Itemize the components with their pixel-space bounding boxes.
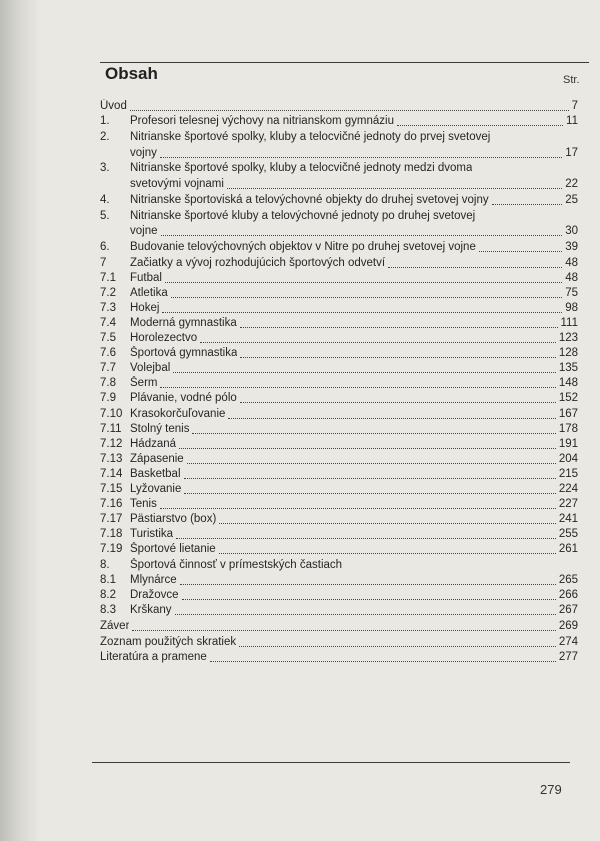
dot-leader <box>180 584 556 585</box>
toc-entry <box>100 208 578 224</box>
toc-entry-title: Nitrianske športové spolky, kluby a telocvičné jednoty medzi dvoma <box>130 162 473 175</box>
toc-entry-number: 7.11 <box>100 422 122 435</box>
dot-leader <box>162 312 562 313</box>
toc-entry-number: 7.14 <box>100 467 123 480</box>
toc-entry-number: 8. <box>100 559 110 572</box>
toc-entry-page: 269 <box>558 620 578 632</box>
toc-entry-title: Futbal <box>130 271 162 284</box>
toc-entry-number: 7.10 <box>100 407 123 420</box>
dot-leader <box>219 553 556 554</box>
dot-leader <box>165 282 562 283</box>
toc-entry <box>100 239 578 255</box>
toc-entry-title: Krškany <box>130 604 172 617</box>
toc-entry-page: 241 <box>558 513 578 526</box>
dot-leader <box>240 327 558 328</box>
dot-leader <box>160 387 555 388</box>
toc-entry-title: Budovanie telovýchovných objektov v Nitre po druhej svetovej vojne <box>130 240 476 253</box>
toc-entry-number: 1. <box>100 115 110 128</box>
toc-entry-title: Mlynárce <box>130 574 177 587</box>
toc-entry-number: 7.4 <box>100 316 116 329</box>
dot-leader <box>479 251 562 252</box>
toc-entry-title: Basketbal <box>130 467 181 480</box>
toc-entry-page: 274 <box>558 635 578 648</box>
toc-entry-number: 7.1 <box>100 271 116 284</box>
toc-entry-title-continued: svetovými vojnami <box>130 178 224 191</box>
toc-entry-page: 30 <box>565 225 578 238</box>
dot-leader <box>179 448 556 449</box>
toc-entry-title: Športové lietanie <box>130 543 216 556</box>
page-number: 279 <box>540 782 562 797</box>
toc-entry-page: 148 <box>558 377 578 390</box>
toc-entry <box>100 286 578 301</box>
toc-entry-title: Hokej <box>130 301 160 314</box>
toc-entry-page: 255 <box>558 528 578 541</box>
dot-leader <box>397 125 563 126</box>
toc-entry-title: Úvod <box>100 99 127 112</box>
toc-entry-title-continued: vojny <box>130 146 157 159</box>
dot-leader <box>176 538 556 539</box>
toc-entry-title: Záver <box>100 620 130 632</box>
toc-entry <box>100 114 578 130</box>
toc-entry-number: 7.3 <box>100 301 116 314</box>
dot-leader <box>130 110 569 111</box>
toc-entry-number: 7.18 <box>100 528 123 541</box>
toc-entry-number: 7.2 <box>100 286 116 299</box>
toc-entry <box>100 406 578 421</box>
toc-entry-page: 261 <box>558 543 578 556</box>
toc-entry <box>100 603 578 618</box>
toc-entry-number: 6. <box>100 240 110 253</box>
toc-entry <box>100 161 578 177</box>
dot-leader <box>219 523 556 524</box>
toc-entry <box>100 301 578 316</box>
toc-entry <box>100 452 578 467</box>
toc-entry <box>100 588 578 603</box>
toc-entry-page: 152 <box>558 392 578 405</box>
toc-entry-title: Nitrianske športové spolky, kluby a telocvičné jednoty do prvej svetovej <box>130 131 491 144</box>
toc-entry <box>100 331 578 346</box>
toc-entry-page: 7 <box>571 99 578 112</box>
toc-entry-title: Začiatky a vývoj rozhodujúcich športových odvetví <box>130 256 386 269</box>
toc-entry-page: 123 <box>558 332 578 345</box>
toc-entry <box>100 391 578 406</box>
toc-entry-title: Lyžovanie <box>130 482 182 495</box>
toc-entry <box>100 437 578 452</box>
toc-entry <box>100 316 578 331</box>
toc-entry-page: 265 <box>558 574 578 587</box>
dot-leader <box>200 342 556 343</box>
dot-leader <box>182 599 556 600</box>
dot-leader <box>210 661 556 662</box>
toc-entry-number: 7.16 <box>100 498 123 511</box>
toc-entry-number: 3. <box>100 162 110 175</box>
toc-entry-number: 7.12 <box>100 437 123 450</box>
toc-entry <box>100 650 578 666</box>
toc-entry-title: Plávanie, vodné pólo <box>130 392 237 405</box>
page-column-label: Str. <box>563 74 580 86</box>
toc-entry-page: 178 <box>558 422 578 435</box>
toc-entry-number: 7.17 <box>100 513 123 526</box>
toc-entry-title: Literatúra a pramene <box>100 651 207 664</box>
toc-entry-title: Športová činnosť v prímestských častiach <box>130 559 343 572</box>
toc-entry-number: 4. <box>100 193 110 206</box>
toc-entry-page: 98 <box>565 301 578 314</box>
dot-leader <box>240 357 555 358</box>
toc-entry-title: Nitrianske športoviská a telovýchovné objekty do druhej svetovej vojny <box>130 193 489 206</box>
toc-entry <box>100 255 578 271</box>
dot-leader <box>388 267 562 268</box>
dot-leader <box>492 204 563 205</box>
toc-entry-title: Moderná gymnastika <box>130 316 237 329</box>
toc-entry <box>100 467 578 482</box>
toc-entry-title: Krasokorčuľovanie <box>130 407 226 420</box>
toc-entry <box>100 542 578 557</box>
dot-leader <box>227 188 562 189</box>
toc-entry-page: 191 <box>558 437 578 450</box>
toc-entry-page: 135 <box>558 362 578 375</box>
toc-entry <box>100 422 578 437</box>
toc-entry-title-continued: vojne <box>130 225 158 238</box>
toc-entry-page: 75 <box>565 286 578 299</box>
dot-leader <box>187 463 556 464</box>
toc-entry-page: 128 <box>558 347 578 360</box>
toc-entry-page: 22 <box>565 178 578 191</box>
toc-entry <box>100 98 578 114</box>
toc-entry-number: 7.9 <box>100 392 116 405</box>
dot-leader <box>175 614 556 615</box>
toc-entry-continuation <box>100 176 578 192</box>
toc-entry-page: 39 <box>565 240 578 253</box>
toc-entry-title: Atletika <box>130 286 168 299</box>
toc-entry <box>100 361 578 376</box>
dot-leader <box>160 157 562 158</box>
toc-entry-title: Profesori telesnej výchovy na nitrianskom gymnáziu <box>130 115 394 128</box>
toc-entry-number: 8.2 <box>100 589 116 602</box>
dot-leader <box>184 478 556 479</box>
toc-entry-number: 8.3 <box>100 604 116 617</box>
page-title: Obsah <box>105 64 158 83</box>
toc-entry <box>100 497 578 512</box>
toc-entry <box>100 192 578 208</box>
toc-entry <box>100 376 578 391</box>
toc-entry-number: 8.1 <box>100 574 116 587</box>
toc-entry-title: Zápasenie <box>130 452 184 465</box>
toc-entry-page: 48 <box>565 271 578 284</box>
toc-entry-page: 215 <box>558 467 578 480</box>
dot-leader <box>240 402 556 403</box>
toc-entry-title: Šerm <box>130 377 158 390</box>
toc-entry <box>100 573 578 588</box>
toc-entry <box>100 129 578 145</box>
toc-entry <box>100 512 578 527</box>
toc-entry-page: 267 <box>558 604 578 617</box>
toc-entry-number: 7.13 <box>100 452 123 465</box>
toc-entry-title: Tenis <box>130 498 157 511</box>
toc-entry-title: Zoznam použitých skratiek <box>100 635 237 648</box>
toc-entry-page: 25 <box>565 193 578 206</box>
dot-leader <box>132 630 555 631</box>
table-of-contents <box>100 98 578 665</box>
toc-entry-title: Pästiarstvo (box) <box>130 513 217 526</box>
toc-entry-number: 7.7 <box>100 362 116 375</box>
toc-entry-title: Hádzaná <box>130 437 177 450</box>
toc-entry-page: 277 <box>558 651 578 664</box>
toc-entry-page: 11 <box>566 115 578 128</box>
dot-leader <box>171 297 562 298</box>
footer-rule <box>92 762 570 763</box>
toc-entry <box>100 527 578 542</box>
toc-entry-number: 7.6 <box>100 347 116 360</box>
toc-entry-title: Športová gymnastika <box>130 347 238 360</box>
toc-entry-page: 266 <box>558 589 578 602</box>
toc-entry <box>100 618 578 634</box>
toc-entry-title: Volejbal <box>130 362 171 375</box>
toc-entry-title: Horolezectvo <box>130 332 198 345</box>
toc-entry <box>100 346 578 361</box>
toc-entry-page: 204 <box>558 452 578 465</box>
toc-entry-number: 7 <box>100 256 107 269</box>
toc-entry-number: 7.8 <box>100 377 116 390</box>
toc-entry <box>100 271 578 286</box>
toc-entry-page: 167 <box>558 407 578 420</box>
toc-entry-page: 227 <box>558 498 578 511</box>
toc-entry-page: 48 <box>565 256 578 269</box>
dot-leader <box>228 418 555 419</box>
toc-entry-continuation <box>100 224 578 240</box>
header-rule <box>100 62 589 63</box>
toc-entry-number: 7.5 <box>100 332 116 345</box>
toc-entry <box>100 482 578 497</box>
toc-entry <box>100 634 578 650</box>
dot-leader <box>160 508 556 509</box>
toc-entry-page: 111 <box>560 316 578 329</box>
toc-entry-number: 5. <box>100 209 110 222</box>
dot-leader <box>173 372 556 373</box>
toc-entry-title: Dražovce <box>130 589 179 602</box>
dot-leader <box>184 493 555 494</box>
toc-entry <box>100 557 578 573</box>
toc-entry-number: 7.15 <box>100 482 123 495</box>
toc-entry-page: 17 <box>565 146 578 159</box>
dot-leader <box>239 646 556 647</box>
dot-leader <box>192 433 555 434</box>
dot-leader <box>161 235 563 236</box>
toc-entry-title: Nitrianske športové kluby a telovýchovné jednoty po druhej svetovej <box>130 209 476 222</box>
toc-entry-continuation <box>100 145 578 161</box>
toc-entry-page: 224 <box>558 482 578 495</box>
toc-entry-title: Stolný tenis <box>130 422 190 435</box>
toc-entry-title: Turistika <box>130 528 174 541</box>
toc-entry-number: 2. <box>100 131 110 144</box>
toc-entry-number: 7.19 <box>100 543 123 556</box>
